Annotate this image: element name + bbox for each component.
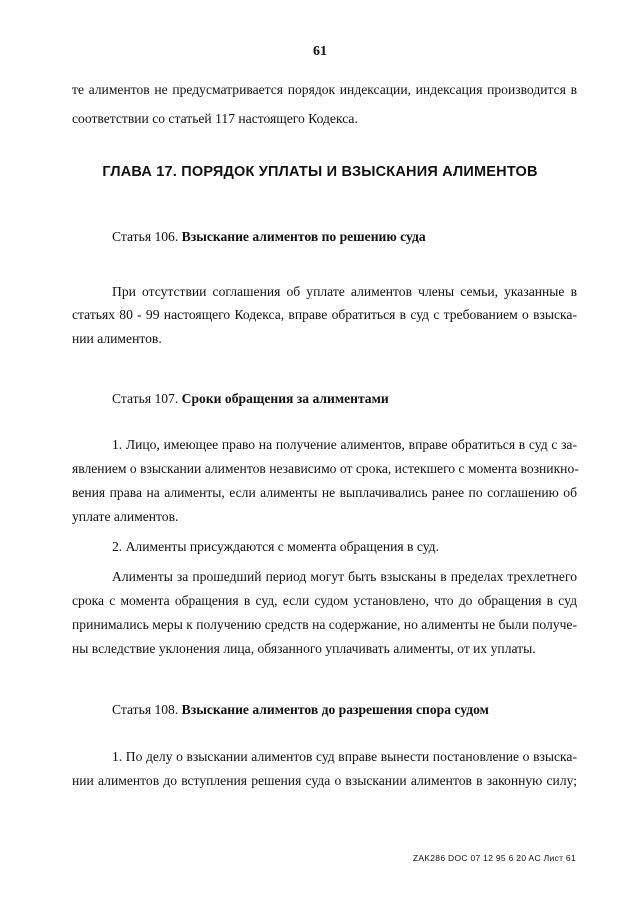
body-line: соответствии со статьей 117 настоящего Кодекса. — [72, 111, 358, 126]
article-label: Статья 108. — [112, 702, 179, 717]
body-line: Алименты за прошедший период могут быть взысканы в пределах трехлетнего — [112, 569, 577, 584]
article-title: Взыскание алиментов до разрешения спора судом — [181, 702, 489, 717]
body-line: срока с момента обращения в суд, если судом установлено, что до обращения в суд — [72, 593, 577, 608]
body-line: 1. По делу о взыскании алиментов суд вправе вынести постановление о взыска- — [112, 749, 577, 764]
body-line: явлением о взыскании алиментов независимо от срока, истекшего с момента возникно- — [72, 461, 579, 476]
chapter-title: ГЛАВА 17. ПОРЯДОК УПЛАТЫ И ВЗЫСКАНИЯ АЛИМЕНТОВ — [102, 164, 538, 180]
body-line: вения права на алименты, если алименты не выплачивались ранее по соглашению об — [72, 485, 577, 500]
body-line: принимались меры к получению средств на содержание, но алименты не были получе- — [72, 617, 577, 632]
page-footer: ZAK286 DOC 07 12 95 6 20 AC Лист 61 — [412, 853, 576, 863]
article-title: Сроки обращения за алиментами — [181, 391, 389, 406]
body-line: статьях 80 - 99 настоящего Кодекса, вправе обратиться в суд с требованием о взыска- — [72, 307, 577, 322]
body-line: 1. Лицо, имеющее право на получение алиментов, вправе обратиться в суд с за- — [112, 437, 577, 452]
article-heading-106 — [112, 229, 426, 245]
article-heading-107 — [112, 391, 389, 407]
body-line: ны вследствие уклонения лица, обязанного уплачивать алименты, от их уплаты. — [72, 641, 536, 656]
body-line: нии алиментов до вступления решения суда о взыскании алиментов в законную силу; — [72, 773, 577, 788]
article-label: Статья 107. — [112, 391, 179, 406]
body-line: При отсутствии соглашения об уплате алиментов члены семьи, указанные в — [112, 284, 577, 299]
body-line: уплате алиментов. — [72, 509, 179, 524]
article-heading-108 — [112, 702, 489, 718]
article-label: Статья 106. — [112, 229, 179, 244]
body-line: 2. Алименты присуждаются с момента обращения в суд. — [112, 539, 439, 554]
page-number: 61 — [313, 44, 327, 59]
body-line: нии алиментов. — [72, 331, 162, 346]
body-line: те алиментов не предусматривается порядок индексации, индексация производится в — [72, 82, 577, 97]
article-title: Взыскание алиментов по решению суда — [181, 229, 426, 244]
